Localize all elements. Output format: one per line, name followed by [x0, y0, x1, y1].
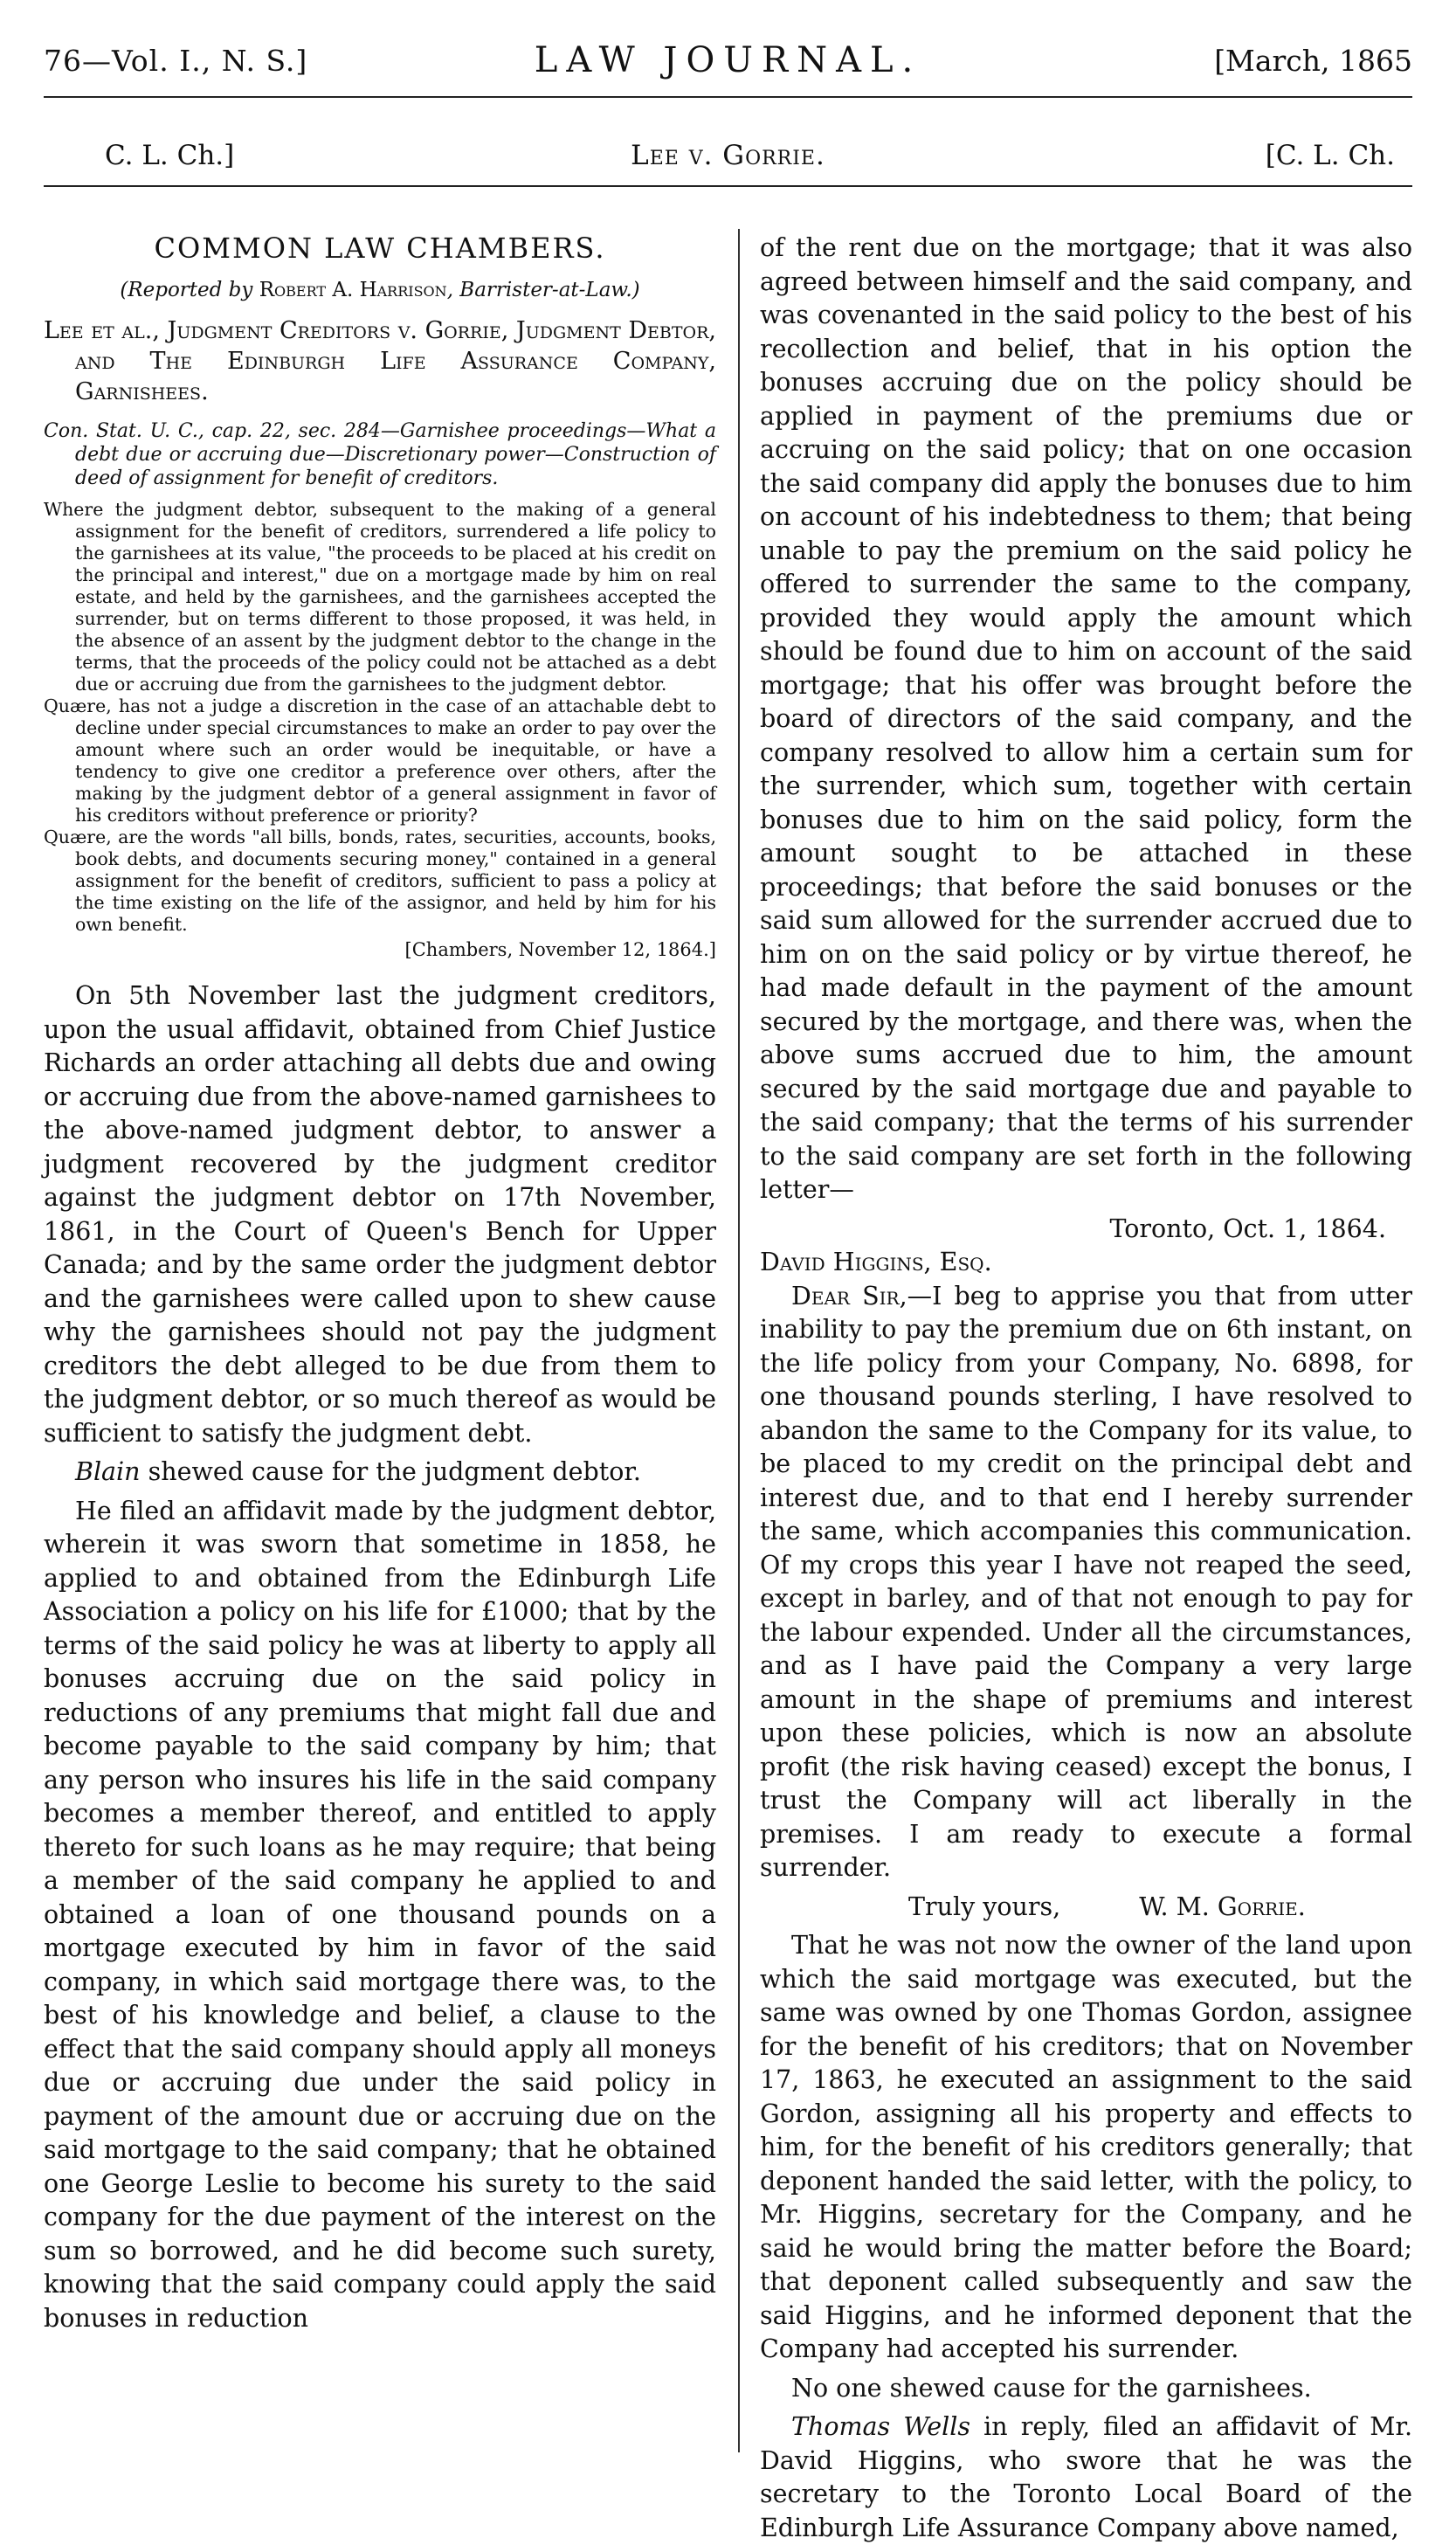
court-head: [44, 140, 1412, 192]
headnote: Quære, are the words "all bills, bonds, rates, securities, accounts, books, book debts, and documents securing money," contained in a general assignment for the benefit of creditors, sufficient to pass a policy at the time existing on the life of the assignor, and held by him for his own benefit.: [44, 826, 716, 935]
reporter-name: Robert A. Harrison: [259, 279, 447, 301]
body-paragraph: On 5th November last the judgment creditors, upon the usual affidavit, obtained from Chief Justice Richards an order attaching all debts due and owing or accruing due from the above-named garnishees to the above-named judgment debtor, to answer a judgment recovered by the judgment creditor against the judgment debtor on 17th November, 1861, in the Court of Queen's Bench for Upper Canada; and by the same order the judgment debtor and the garnishees were called upon to shew cause why the garnishees should not pay the judgment creditors the debt alleged to be due from them to the judgment debtor, or so much thereof as would be sufficient to satisfy the judgment debt.: [44, 981, 716, 1448]
letter-signature: W. M. Gorrie.: [1139, 1891, 1306, 1921]
running-head: [44, 35, 1412, 105]
body-paragraph-continued: of the rent due on the mortgage; that it was also agreed between himself and the said company, and was covenanted in the said policy to the best of his recollection and belief, that in his option the bonuses accruing due on the policy should be applied in payment of the premiums due or accruing on the said policy; that on one occasion the said company did apply the bonuses due to him on account of his indebtedness to them; that being unable to pay the premium on the said policy he offered to surrender the same to the company, provided they would apply the amount which should be found due to him on account of the said mortgage; that his offer was brought before the board of directors of the said company, and the company resolved to allow him a certain sum for the surrender, which sum, together with certain bonuses due to him on the said policy, form the amount sought to be attached in these proceedings; that before the said bonuses or the said sum allowed for the surrender accrued due to him on on the said policy or by virtue thereof, he had made default in the payment of the amount secured by the mortgage, and there was, when the above sums accrued due to him, the amount secured by the said mortgage due and payable to the said company; that the terms of his surrender to the said company are set forth in the following letter—: [760, 233, 1412, 1204]
letter-closing: Truly yours,: [908, 1891, 1061, 1921]
column-divider: [738, 229, 740, 2452]
reporter-line: (Reported by Robert A. Harrison, Barrister-at-Law.): [120, 279, 640, 301]
body-paragraph-blain: Blain shewed cause for the judgment debtor.: [75, 1457, 641, 1486]
court-label-left: C. L. Ch.]: [105, 140, 235, 171]
case-title: Lee et al., Judgment Creditors v. Gorrie, Judgment Debtor, and The Edinburgh Life Assurance Company, Garnishees.: [44, 317, 716, 405]
letter-signoff: [760, 1891, 1412, 1925]
letter-date: Toronto, Oct. 1, 1864.: [1109, 1214, 1386, 1243]
body-paragraph: That he was not now the owner of the land upon which the said mortgage was executed, but the same was owned by one Thomas Gordon, assignee for the benefit of his creditors; that on November 17, 1863, he executed an assignment to the said Gordon, assigning all his property and effects to him, for the benefit of his creditors generally; that deponent handed the said letter, with the policy, to Mr. Higgins, secretary for the Company, and he said he would bring the matter before the Board; that deponent called subsequently and saw the said Higgins, and he informed deponent that the Company had accepted his surrender.: [760, 1931, 1412, 2363]
body-paragraph-wells: Thomas Wells in reply, filed an affidavit of Mr. David Higgins, who swore that he was the secretary to the Toronto Local Board of the Edinburgh Life Assurance Company above named,: [760, 2412, 1413, 2542]
headnote: Where the judgment debtor, subsequent to the making of a general assignment for the benefit of creditors, surrendered a life policy to the garnishees at its value, "the proceeds to be placed at his credit on the principal and interest," due on a mortgage made by him on real estate, and held by the garnishees, and the garnishees accepted the surrender, but on terms different to those proposed, it was held, in the absence of an assent by the judgment debtor to the change in the terms, that the proceeds of the policy could not be attached as a debt due or accruing due from the garnishees to the judgment debtor.: [44, 499, 716, 695]
left-column: [44, 232, 716, 2477]
citation: [Chambers, November 12, 1864.]: [404, 939, 716, 960]
header-rule: [44, 96, 1412, 98]
letter-addressee: David Higgins, Esq.: [760, 1248, 992, 1276]
court-head-rule: [44, 185, 1412, 187]
counsel-name: Blain: [75, 1457, 141, 1486]
body-paragraph: No one shewed cause for the garnishees.: [791, 2373, 1312, 2403]
body-paragraph-affidavit: He filed an affidavit made by the judgment debtor, wherein it was sworn that sometime in 1858, he applied to and obtained from the Edinburgh Life Association a policy on his life for £1000; that by the terms of the said policy he was at liberty to apply all bonuses accruing due on the said policy in reductions of any premiums that might fall due and become payable to the said company by him; that any person who insures his life in the said company becomes a member thereof, and entitled to apply thereto for such loans as he may require; that being a member of the said company he applied to and obtained a loan of one thousand pounds on a mortgage executed by him in favor of the said company, in which said mortgage there was, to the best of his knowledge and belief, a clause to the effect that the said company should apply all moneys due or accruing due under the said policy in payment of the amount due or accruing due on the said mortgage to the said company; that he obtained one George Leslie to become his surety to the said company for the due payment of the interest on the sum so borrowed, and he did become such surety, knowing that the said company could apply the said bonuses in reduction: [44, 1496, 716, 2333]
headnote: Quære, has not a judge a discretion in the case of an attachable debt to decline under special circumstances to make an order to pay over the amount where such an order would be inequitable, or have a tendency to give one creditor a preference over others, after the making by the judgment debtor of a general assignment in favor of his creditors without preference or priority?: [44, 695, 716, 826]
right-column: [760, 232, 1413, 2542]
issue-date: [March, 1865: [1214, 44, 1412, 78]
journal-title: LAW JOURNAL.: [534, 40, 922, 80]
case-running-title: Lee v. Gorrie.: [631, 140, 825, 171]
counsel-name: Thomas Wells: [791, 2412, 971, 2441]
letter-salutation: Dear Sir,: [791, 1281, 907, 1311]
journal-page: [44, 35, 1413, 2542]
court-label-right: [C. L. Ch.: [1265, 140, 1395, 171]
volume-info: 76—Vol. I., N. S.]: [44, 44, 308, 78]
letter-body: Dear Sir,—I beg to apprise you that from utter inability to pay the premium due on 6th instant, on the life policy from your Company, No. 6898, for one thousand pounds sterling, I have resolved to abandon the same to the Company for its value, to be placed to my credit on the principal debt and interest due, and to that end I hereby surrender the same, which accompanies this communication. Of my crops this year I have not reaped the seed, except in barley, and of that not enough to pay for the labour expended. Under all the circumstances, and as I have paid the Company a very large amount in the shape of premiums and interest upon these policies, which is now an absolute profit (the risk having ceased) except the bonus, I trust the Company will act liberally in the premises. I am ready to execute a formal surrender.: [760, 1281, 1412, 1882]
section-title: COMMON LAW CHAMBERS.: [154, 232, 606, 265]
catchwords: Con. Stat. U. C., cap. 22, sec. 284—Garnishee proceedings—What a debt due or accruing due—Discretionary power—Construction of deed of assignment for benefit of creditors.: [44, 420, 716, 489]
